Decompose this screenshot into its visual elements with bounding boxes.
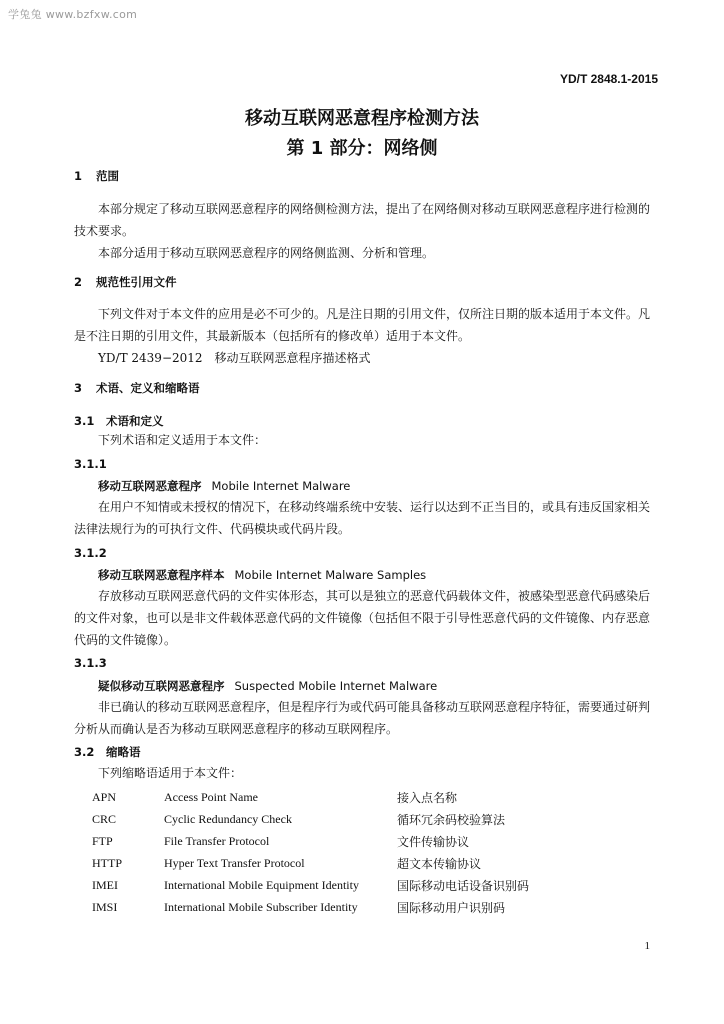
standard-code: YD/T 2848.1-2015 (559, 72, 658, 86)
abbreviation-row (92, 808, 652, 830)
section-2-paragraph-1: 下列文件对于本文件的应用是必不可少的。凡是注日期的引用文件，仅所注日期的版本适用于本文件。凡是不注日期的引用文件，其最新版本（包括所有的修改单）适用于本文件。 (74, 307, 651, 343)
definition-3-1-3: 非已确认的移动互联网恶意程序，但是程序行为或代码可能具备移动互联网恶意程序特征，需要通过研判分析从而确认是否为移动互联网恶意程序的移动互联网程序。 (74, 700, 651, 736)
abbr-zh: 国际移动电话设备识别码 (397, 878, 530, 893)
abbr-code: FTP (92, 833, 113, 848)
section-title: 缩略语 (106, 745, 141, 759)
section-3-1-intro: 下列术语和定义适用于本文件： (98, 433, 267, 447)
term-en: Mobile Internet Malware Samples (234, 568, 427, 582)
abbr-code: IMEI (92, 877, 118, 892)
section-number: 3.1 (74, 414, 95, 428)
section-number: 3.2 (74, 745, 95, 759)
section-title: 规范性引用文件 (96, 275, 177, 289)
abbr-zh: 超文本传输协议 (397, 856, 482, 871)
abbr-code: IMSI (92, 899, 118, 914)
section-3-2-heading (74, 744, 141, 760)
section-number: 1 (74, 169, 83, 183)
watermark: 学兔兔 www.bzfxw.com (8, 8, 138, 21)
abbr-zh: 接入点名称 (397, 790, 458, 805)
section-2-heading (74, 274, 177, 290)
term-en: Suspected Mobile Internet Malware (234, 679, 438, 693)
section-3-1-3-number: 3.1.3 (74, 656, 107, 670)
term-zh: 疑似移动互联网恶意程序 (98, 679, 225, 693)
document-subtitle: 第 1 部分：网络侧 (286, 138, 438, 159)
abbreviation-row (92, 830, 652, 852)
abbr-full: International Mobile Subscriber Identity (164, 899, 358, 914)
abbreviation-row (92, 786, 652, 808)
section-3-heading (74, 380, 200, 396)
section-1-paragraph-2: 本部分适用于移动互联网恶意程序的网络侧监测、分析和管理。 (98, 246, 435, 260)
abbr-zh: 国际移动用户识别码 (397, 900, 506, 915)
term-en: Mobile Internet Malware (211, 479, 351, 493)
section-number: 3 (74, 381, 83, 395)
abbreviation-list (92, 786, 652, 918)
abbr-zh: 文件传输协议 (397, 834, 470, 849)
term-zh: 移动互联网恶意程序 (98, 479, 202, 493)
page-number: 1 (644, 940, 650, 952)
abbreviation-row (92, 874, 652, 896)
section-1-heading (74, 168, 119, 184)
abbr-full: Cyclic Redundancy Check (164, 811, 292, 826)
abbreviation-row (92, 852, 652, 874)
term-3-1-2 (98, 567, 426, 583)
abbr-zh: 循环冗余码校验算法 (397, 812, 506, 827)
document-title: 移动互联网恶意程序检测方法 (245, 108, 479, 129)
abbreviation-row (92, 896, 652, 918)
normative-reference: YD/T 2439−2012 移动互联网恶意程序描述格式 (98, 351, 371, 365)
section-title: 范围 (96, 169, 119, 183)
section-1-paragraph-1: 本部分规定了移动互联网恶意程序的网络侧检测方法，提出了在网络侧对移动互联网恶意程序进行检测的技术要求。 (74, 202, 651, 238)
term-3-1-3 (98, 678, 437, 694)
abbr-code: APN (92, 789, 117, 804)
abbr-full: File Transfer Protocol (164, 833, 270, 848)
term-3-1-1 (98, 478, 350, 494)
definition-3-1-1: 在用户不知情或未授权的情况下，在移动终端系统中安装、运行以达到不正当目的，或具有违反国家相关法律法规行为的可执行文件、代码模块或代码片段。 (74, 500, 651, 536)
term-zh: 移动互联网恶意程序样本 (98, 568, 225, 582)
section-title: 术语、定义和缩略语 (96, 381, 200, 395)
section-number: 2 (74, 275, 83, 289)
abbr-code: CRC (92, 811, 117, 826)
section-3-1-heading (74, 413, 164, 429)
section-3-1-1-number: 3.1.1 (74, 457, 107, 471)
abbr-full: Hyper Text Transfer Protocol (164, 855, 305, 870)
section-3-2-intro: 下列缩略语适用于本文件： (98, 766, 243, 780)
abbr-full: Access Point Name (164, 789, 258, 804)
abbr-code: HTTP (92, 855, 122, 870)
section-3-1-2-number: 3.1.2 (74, 546, 107, 560)
definition-3-1-2: 存放移动互联网恶意代码的文件实体形态，其可以是独立的恶意代码载体文件，被感染型恶意代码感染后的文件对象，也可以是非文件载体恶意代码的文件镜像（包括但不限于引导性恶意代码的文件镜像、内存恶意代码的文件镜像）。 (74, 589, 651, 647)
abbr-full: International Mobile Equipment Identity (164, 877, 359, 892)
section-title: 术语和定义 (106, 414, 164, 428)
